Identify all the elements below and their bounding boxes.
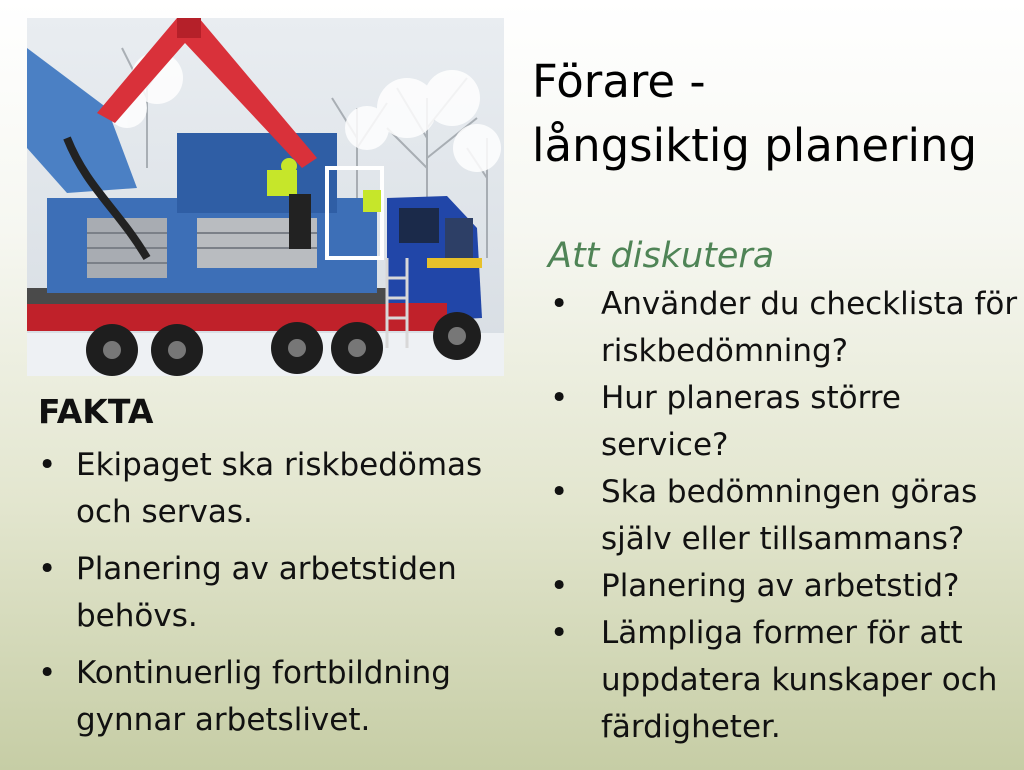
bullet-icon: •: [550, 286, 569, 322]
bullet-icon: •: [38, 447, 57, 483]
list-item: [548, 375, 1018, 469]
bullet-icon: •: [550, 568, 569, 604]
list-item-text: Lämpliga former för att uppdatera kunskaper och färdigheter.: [601, 615, 998, 745]
discussion-list: [548, 281, 1018, 751]
title-line-2: långsiktig planering: [532, 119, 978, 172]
discussion-heading: Att diskutera: [548, 236, 775, 276]
truck-photo: [27, 18, 504, 376]
title-line-1: Förare -: [532, 55, 706, 108]
list-item-text: Ska bedömningen göras själv eller tillsammans?: [601, 474, 978, 557]
list-item: [548, 281, 1018, 375]
list-item-text: Kontinuerlig fortbildning gynnar arbetslivet.: [76, 655, 451, 738]
truck-photo-icon: [27, 18, 504, 376]
list-item-text: Använder du checklista för riskbedömning?: [601, 286, 1018, 369]
list-item-text: Planering av arbetstid?: [601, 568, 960, 604]
bullet-icon: •: [550, 615, 569, 651]
list-item-text: Planering av arbetstiden behövs.: [76, 551, 457, 634]
facts-heading: FAKTA: [38, 392, 154, 431]
list-item-text: Hur planeras större service?: [601, 380, 901, 463]
list-item: [38, 650, 508, 744]
facts-section: [38, 388, 508, 754]
facts-list: [38, 442, 508, 744]
bullet-icon: •: [550, 380, 569, 416]
list-item: [38, 442, 508, 536]
bullet-icon: •: [550, 474, 569, 510]
discussion-section: [548, 233, 1018, 751]
bullet-icon: •: [38, 655, 57, 691]
list-item: [548, 563, 1018, 610]
list-item-text: Ekipaget ska riskbedömas och servas.: [76, 447, 483, 530]
list-item: [548, 469, 1018, 563]
list-item: [548, 610, 1018, 751]
bullet-icon: •: [38, 551, 57, 587]
list-item: [38, 546, 508, 640]
slide-title: [532, 50, 1002, 178]
